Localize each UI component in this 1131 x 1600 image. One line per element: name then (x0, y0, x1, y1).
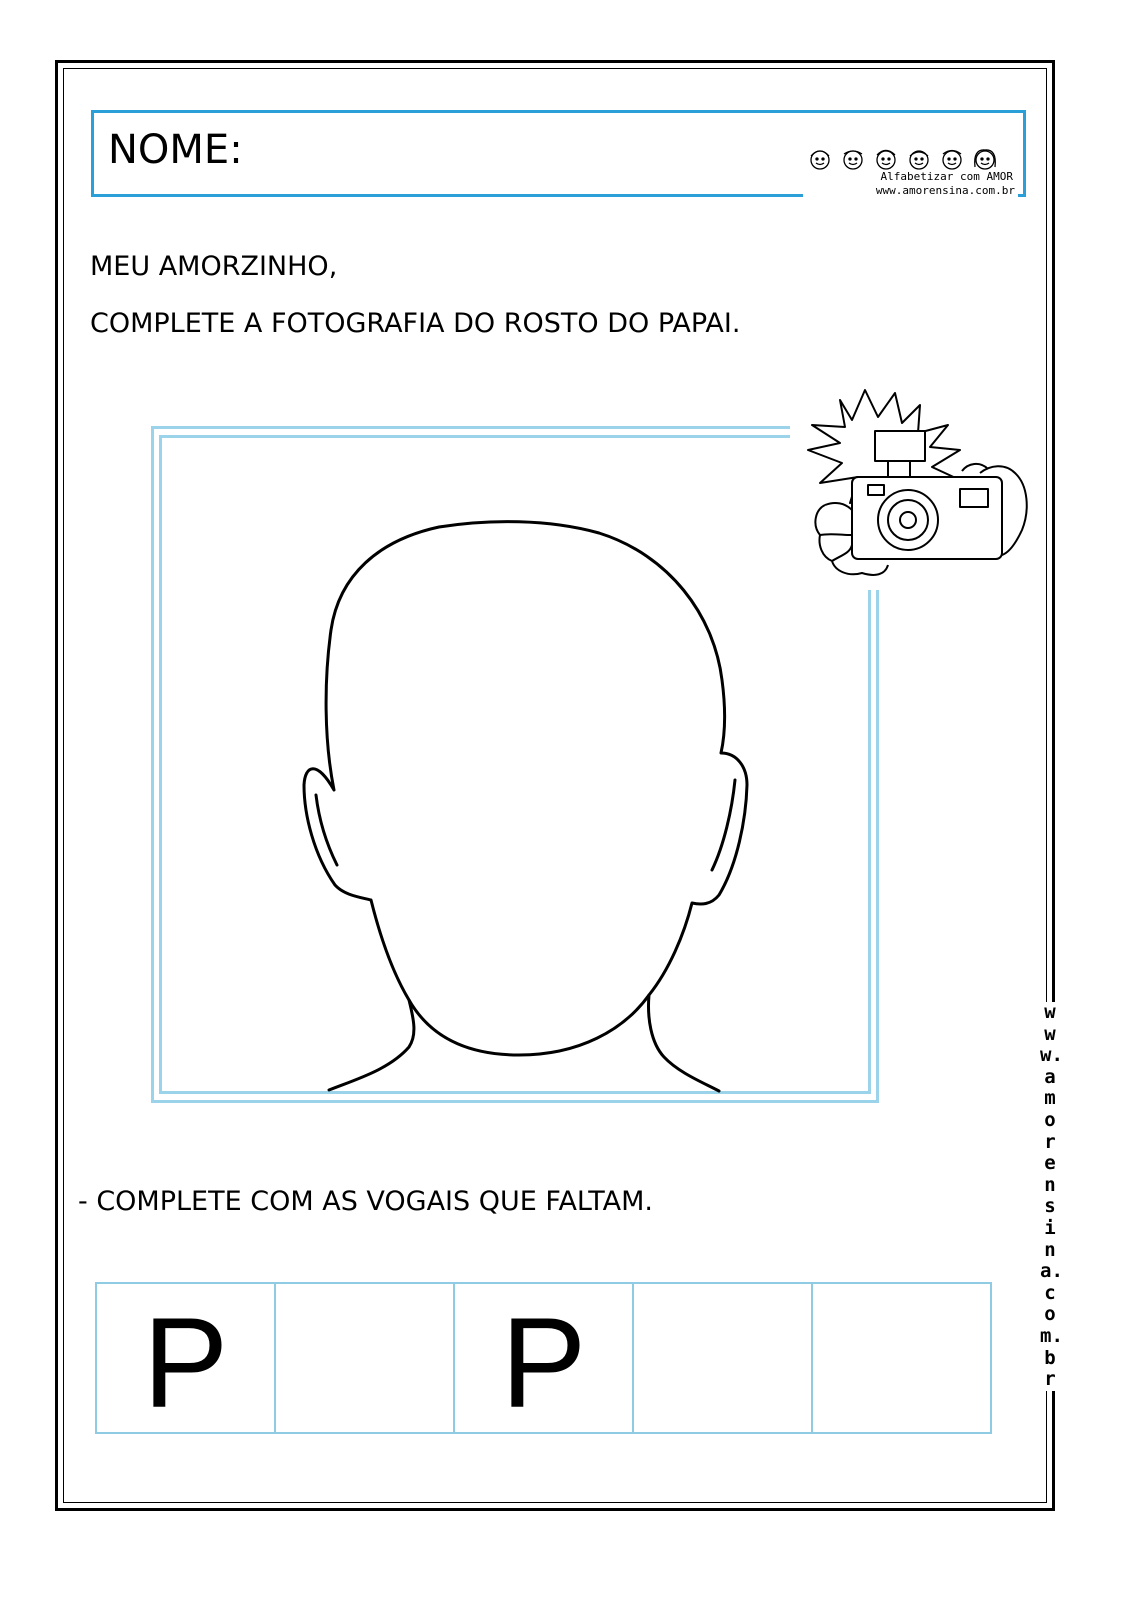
letter-grid (95, 1282, 992, 1434)
cell-letter: P (500, 1292, 587, 1435)
task-instruction: COMPLETE A FOTOGRAFIA DO ROSTO DO PAPAI. (90, 308, 741, 339)
camera-flash-icon (790, 385, 1035, 590)
site-logo (803, 145, 1018, 205)
letter-cell[interactable] (455, 1284, 634, 1435)
side-watermark-url: www.amorensina.com.br (1040, 1001, 1063, 1391)
greeting-text: MEU AMORZINHO, (90, 251, 338, 282)
name-label: NOME: (108, 127, 243, 173)
face-outline-icon (159, 435, 871, 1094)
vowels-instruction: - COMPLETE COM AS VOGAIS QUE FALTAM. (78, 1186, 653, 1217)
letter-cell[interactable] (276, 1284, 455, 1432)
cell-letter: P (142, 1292, 229, 1435)
letter-cell[interactable] (813, 1284, 990, 1432)
letter-cell[interactable] (97, 1284, 276, 1435)
letter-cell[interactable] (634, 1284, 813, 1432)
logo-url: www.amorensina.com.br (875, 184, 1015, 197)
logo-title: Alfabetizar com AMOR (880, 170, 1013, 183)
